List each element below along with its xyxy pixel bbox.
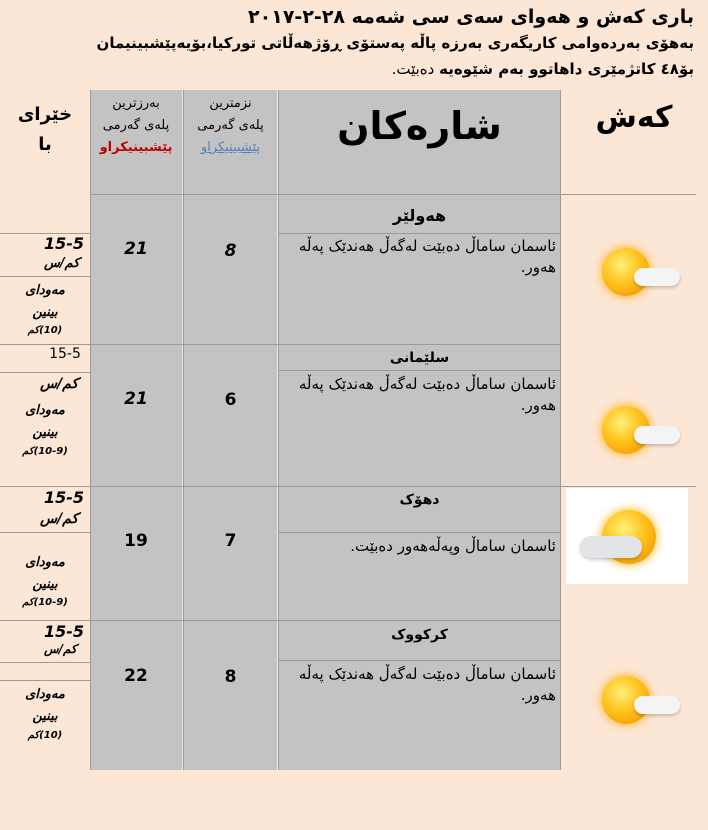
min-temp-header xyxy=(184,93,277,159)
grid-line xyxy=(0,680,90,681)
forecast-note-bold: بۆ٤٨ كاتژمێری داهاتوو بەم شێوەیە xyxy=(439,60,694,78)
partly-cloudy-icon xyxy=(566,488,688,584)
city-header: شارەكان xyxy=(337,104,502,148)
grid-line xyxy=(279,532,560,533)
min-temp-value: 8 xyxy=(224,667,237,687)
visibility xyxy=(0,400,90,460)
sun-cloud-icon xyxy=(596,246,686,296)
grid-line xyxy=(0,344,560,345)
city-name: كركووک xyxy=(391,627,448,643)
max-temp-value: 19 xyxy=(124,531,148,551)
city-description: ئاسمان ساماڵ وپەڵەهەور دەبێت. xyxy=(350,537,556,555)
grid-line xyxy=(560,90,561,770)
min-temp-value: 8 xyxy=(224,241,237,261)
visibility-value: (10)كم xyxy=(27,325,63,336)
max-temp-header-line3: پێشبینیكراو xyxy=(99,140,173,155)
grid-line xyxy=(0,662,90,663)
wind-speed-value: 15-5 xyxy=(49,346,81,362)
forecast-note-tail: دەبێت. xyxy=(391,60,435,78)
grid-line xyxy=(279,233,560,234)
visibility-label-2: بینین xyxy=(32,425,58,440)
min-temp-header-line1: نزمترین xyxy=(209,96,252,111)
visibility-label-1: مەودای xyxy=(25,555,65,570)
max-temp-header-line1: بەرزترین xyxy=(112,96,160,111)
grid-line xyxy=(279,660,560,661)
grid-line xyxy=(0,620,560,621)
min-temp-value: 6 xyxy=(224,390,237,410)
visibility-label-1: مەودای xyxy=(25,403,65,418)
min-temp-header-line2: پلەی گەرمی xyxy=(197,118,264,133)
wind-header-line2: با xyxy=(38,134,52,155)
visibility-label-2: بینین xyxy=(32,577,58,592)
grid-line xyxy=(90,194,696,195)
grid-line xyxy=(0,276,90,277)
visibility-value: (10-9)كم xyxy=(22,597,68,608)
wind-header-line1: خێرای xyxy=(17,104,73,125)
max-temp-header xyxy=(90,93,182,159)
wind-speed-value: 15-5 xyxy=(43,234,85,253)
wind-speed-value: 15-5 xyxy=(43,622,85,641)
max-temp-header-line2: پلەی گەرمی xyxy=(102,118,170,133)
wind-unit: كم/س xyxy=(40,376,79,392)
cloud-shape xyxy=(580,536,642,558)
max-temp-value: 21 xyxy=(124,389,148,409)
visibility xyxy=(0,280,90,338)
city-description: ئاسمان ساماڵ دەبێت لەگەڵ هەندێک پەڵە هەور. xyxy=(298,375,556,414)
min-temp-header-line3: پێشبینیكراو xyxy=(200,140,261,155)
visibility-value: (10)كم xyxy=(27,730,63,741)
wind-unit: كم/س xyxy=(44,642,77,656)
max-temp-value: 22 xyxy=(124,666,148,686)
city-description: ئاسمان ساماڵ دەبێت لەگەڵ هەندێک پەڵە هەور. xyxy=(298,665,556,704)
page-subtitle: بەهۆی بەردەوامی كاریگەری بەرزە پاڵە پەستۆی ڕۆژهەڵاتی توركیا،بۆیەپێشبینیمان xyxy=(96,34,694,52)
city-name: دهۆک xyxy=(399,492,440,508)
grid-line xyxy=(0,532,90,533)
grid-line xyxy=(0,486,696,487)
visibility-label-2: بینین xyxy=(32,709,58,724)
city-name: سلێمانی xyxy=(389,350,450,366)
wind-unit: كم/س xyxy=(40,511,79,527)
sun-cloud-icon xyxy=(596,674,686,724)
sun-cloud-icon xyxy=(596,404,686,454)
grid-line xyxy=(0,372,90,373)
city-description: ئاسمان ساماڵ دەبێت لەگەڵ هەندێک پەڵە هەور. xyxy=(298,237,556,276)
cloud-shape xyxy=(634,426,680,444)
wind-header xyxy=(0,100,90,160)
visibility xyxy=(0,684,90,744)
visibility xyxy=(0,552,90,610)
wind-unit: كم/س xyxy=(44,256,80,271)
visibility-value: (10-9)كم xyxy=(22,446,68,457)
grid-line xyxy=(279,370,560,371)
cloud-shape xyxy=(634,268,680,286)
weather-header: كەش xyxy=(595,100,673,135)
visibility-label-1: مەودای xyxy=(25,283,65,298)
cloud-shape xyxy=(634,696,680,714)
visibility-label-1: مەودای xyxy=(25,687,65,702)
visibility-label-2: بینین xyxy=(32,305,58,320)
wind-speed-value: 15-5 xyxy=(43,488,85,507)
page-title: باری كەش و هەوای سەی سی شەمە ٢٨-٢-٢٠١٧ xyxy=(248,6,694,28)
min-temp-value: 7 xyxy=(224,531,237,551)
forecast-note xyxy=(4,60,694,78)
city-name: هەولێر xyxy=(392,206,447,225)
max-temp-value: 21 xyxy=(124,239,148,259)
